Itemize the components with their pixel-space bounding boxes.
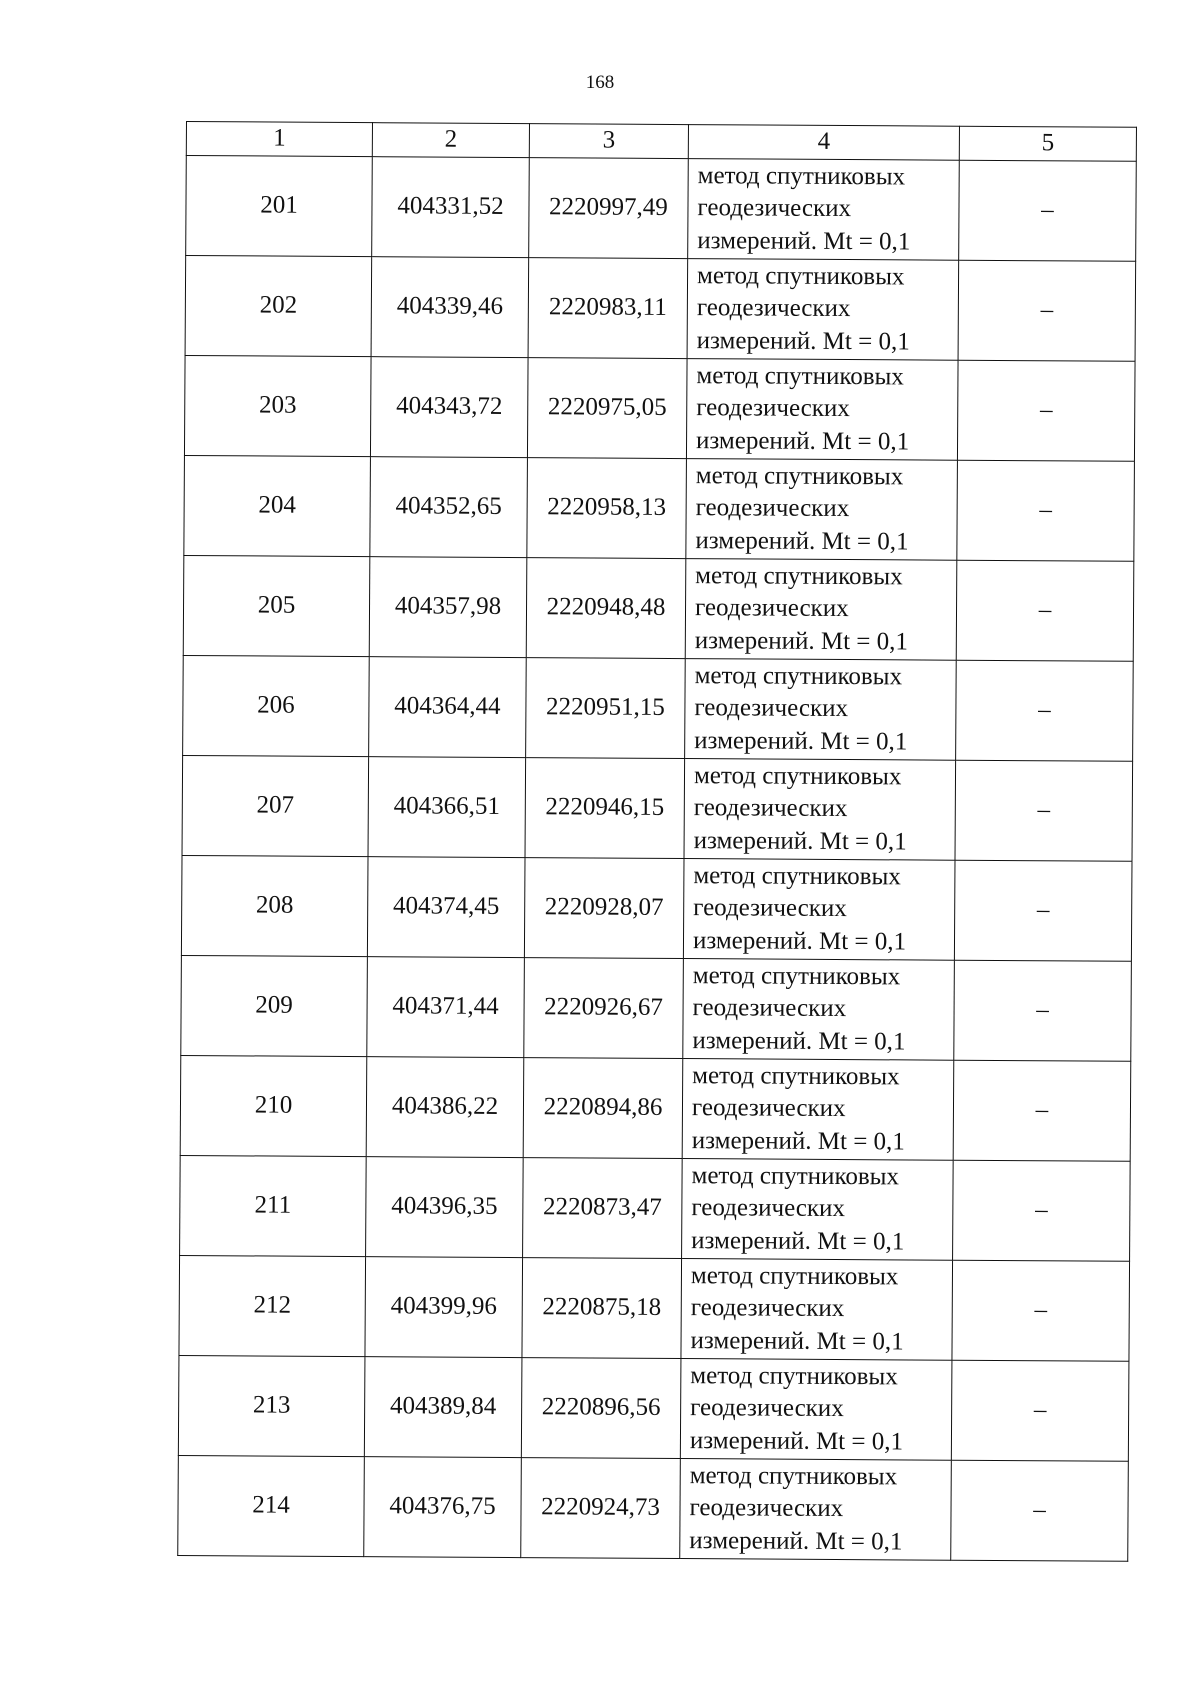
y-coordinate-cell: 2220951,15 [526, 658, 686, 759]
table-row [179, 1255, 1130, 1361]
x-coordinate-cell: 404376,75 [364, 1457, 522, 1558]
method-line: геодезических [693, 894, 847, 923]
method-cell [680, 1359, 952, 1461]
table-row [178, 1355, 1129, 1461]
method-line: измерений. Mt = 0,1 [691, 1126, 905, 1156]
x-coordinate-cell: 404399,96 [365, 1257, 523, 1358]
table-header [186, 122, 1136, 162]
method-line: геодезических [690, 1294, 845, 1323]
method-line: геодезических [696, 394, 850, 423]
point-number-cell: 213 [178, 1355, 365, 1456]
x-coordinate-cell: 404374,45 [367, 857, 525, 958]
note-cell: – [956, 560, 1134, 661]
method-cell [684, 759, 956, 861]
method-cell [685, 559, 957, 661]
method-cell [680, 1459, 952, 1561]
x-coordinate-cell: 404343,72 [370, 357, 528, 458]
method-line: измерений. Mt = 0,1 [689, 1526, 903, 1556]
table-row [182, 755, 1133, 861]
method-line: геодезических [692, 994, 847, 1023]
method-line: геодезических [696, 294, 851, 323]
y-coordinate-cell: 2220894,86 [523, 1058, 683, 1159]
method-line: метод спутниковых [693, 761, 902, 791]
method-line: измерений. Mt = 0,1 [693, 826, 907, 856]
coordinates-table [177, 121, 1137, 1562]
method-line: метод спутниковых [692, 1061, 900, 1091]
method-cell [683, 859, 955, 961]
note-cell: – [951, 1360, 1129, 1461]
table-row [178, 1455, 1129, 1561]
note-cell: – [953, 1060, 1131, 1161]
page-number: 168 [585, 72, 615, 93]
method-line: геодезических [695, 494, 850, 523]
method-cell [687, 259, 959, 361]
method-line: геодезических [693, 794, 848, 823]
point-number-cell: 204 [184, 455, 371, 556]
point-number-cell: 206 [183, 655, 370, 756]
point-number-cell: 203 [184, 355, 371, 456]
method-line: метод спутниковых [695, 561, 903, 591]
note-cell: – [954, 860, 1132, 961]
method-line: измерений. Mt = 0,1 [695, 526, 909, 556]
table-row [185, 256, 1136, 362]
method-cell [686, 359, 958, 461]
x-coordinate-cell: 404357,98 [369, 557, 527, 658]
note-cell: – [957, 460, 1135, 561]
method-cell [685, 659, 957, 761]
method-cell [682, 1059, 954, 1161]
method-line: измерений. Mt = 0,1 [694, 726, 908, 756]
x-coordinate-cell: 404331,52 [372, 157, 530, 258]
method-cell [686, 459, 958, 561]
point-number-cell: 207 [182, 755, 369, 856]
method-line: измерений. Mt = 0,1 [696, 326, 910, 356]
column-header-1: 1 [186, 122, 372, 157]
method-line: геодезических [690, 1394, 844, 1423]
method-line: геодезических [697, 194, 852, 223]
x-coordinate-cell: 404396,35 [366, 1157, 524, 1258]
method-line: измерений. Mt = 0,1 [695, 426, 910, 456]
note-cell: – [957, 360, 1135, 461]
y-coordinate-cell: 2220997,49 [529, 158, 689, 259]
method-cell [688, 159, 960, 261]
note-cell: – [959, 160, 1137, 261]
y-coordinate-cell: 2220896,56 [521, 1358, 681, 1459]
header-row [186, 122, 1136, 162]
table-row [180, 1055, 1131, 1161]
method-line: измерений. Mt = 0,1 [697, 226, 911, 256]
table-row [180, 1155, 1131, 1261]
note-cell: – [955, 760, 1133, 861]
point-number-cell: 210 [180, 1055, 367, 1156]
note-cell: – [951, 1460, 1129, 1561]
method-line: геодезических [694, 594, 849, 623]
table-body [178, 156, 1137, 1562]
point-number-cell: 211 [180, 1155, 367, 1256]
method-line: метод спутниковых [693, 861, 901, 891]
method-line: измерений. Mt = 0,1 [689, 1426, 904, 1456]
note-cell: – [958, 260, 1136, 361]
table-row [181, 955, 1132, 1061]
y-coordinate-cell: 2220928,07 [524, 858, 684, 959]
table-row [186, 156, 1137, 262]
x-coordinate-cell: 404364,44 [369, 657, 527, 758]
method-cell [683, 959, 955, 1061]
point-number-cell: 205 [183, 555, 370, 656]
y-coordinate-cell: 2220926,67 [524, 958, 684, 1059]
x-coordinate-cell: 404386,22 [366, 1057, 524, 1158]
y-coordinate-cell: 2220875,18 [522, 1258, 682, 1359]
note-cell: – [953, 1160, 1131, 1261]
method-line: метод спутниковых [695, 461, 904, 491]
method-line: измерений. Mt = 0,1 [692, 926, 907, 956]
method-line: метод спутниковых [692, 961, 901, 991]
method-line: метод спутниковых [697, 161, 906, 191]
method-line: геодезических [694, 694, 849, 723]
x-coordinate-cell: 404366,51 [368, 757, 526, 858]
table-row [184, 355, 1135, 461]
method-line: метод спутниковых [691, 1161, 900, 1191]
method-line: метод спутниковых [696, 261, 905, 291]
note-cell: – [954, 960, 1132, 1061]
method-line: геодезических [691, 1194, 846, 1223]
y-coordinate-cell: 2220924,73 [521, 1458, 681, 1559]
method-cell [681, 1259, 953, 1361]
method-line: метод спутниковых [689, 1461, 898, 1491]
point-number-cell: 202 [185, 256, 372, 357]
method-line: измерений. Mt = 0,1 [692, 1026, 906, 1056]
y-coordinate-cell: 2220948,48 [526, 558, 686, 659]
x-coordinate-cell: 404389,84 [364, 1357, 522, 1458]
note-cell: – [956, 660, 1134, 761]
method-line: метод спутниковых [694, 661, 903, 691]
method-line: геодезических [691, 1094, 846, 1123]
column-header-2: 2 [372, 123, 529, 158]
x-coordinate-cell: 404371,44 [367, 957, 525, 1058]
column-header-4: 4 [688, 125, 959, 161]
method-line: метод спутниковых [690, 1361, 898, 1391]
table-row [183, 655, 1134, 761]
point-number-cell: 212 [179, 1255, 366, 1356]
column-header-3: 3 [529, 124, 688, 159]
method-line: метод спутниковых [690, 1261, 899, 1291]
table-row [184, 455, 1135, 561]
table-row [183, 555, 1134, 661]
note-cell: – [952, 1260, 1130, 1361]
column-header-5: 5 [959, 126, 1136, 161]
method-line: измерений. Mt = 0,1 [691, 1226, 905, 1256]
point-number-cell: 209 [181, 955, 368, 1056]
method-cell [682, 1159, 954, 1261]
method-line: метод спутниковых [696, 361, 904, 391]
point-number-cell: 214 [178, 1455, 365, 1556]
point-number-cell: 201 [186, 156, 373, 257]
y-coordinate-cell: 2220983,11 [528, 258, 688, 359]
point-number-cell: 208 [181, 855, 368, 956]
table-row [181, 855, 1132, 961]
y-coordinate-cell: 2220975,05 [527, 358, 687, 459]
y-coordinate-cell: 2220873,47 [523, 1158, 683, 1259]
x-coordinate-cell: 404339,46 [371, 257, 529, 358]
method-line: геодезических [689, 1494, 844, 1523]
y-coordinate-cell: 2220946,15 [525, 758, 685, 859]
method-line: измерений. Mt = 0,1 [690, 1326, 904, 1356]
method-line: измерений. Mt = 0,1 [694, 626, 908, 656]
x-coordinate-cell: 404352,65 [370, 457, 528, 558]
y-coordinate-cell: 2220958,13 [527, 458, 687, 559]
